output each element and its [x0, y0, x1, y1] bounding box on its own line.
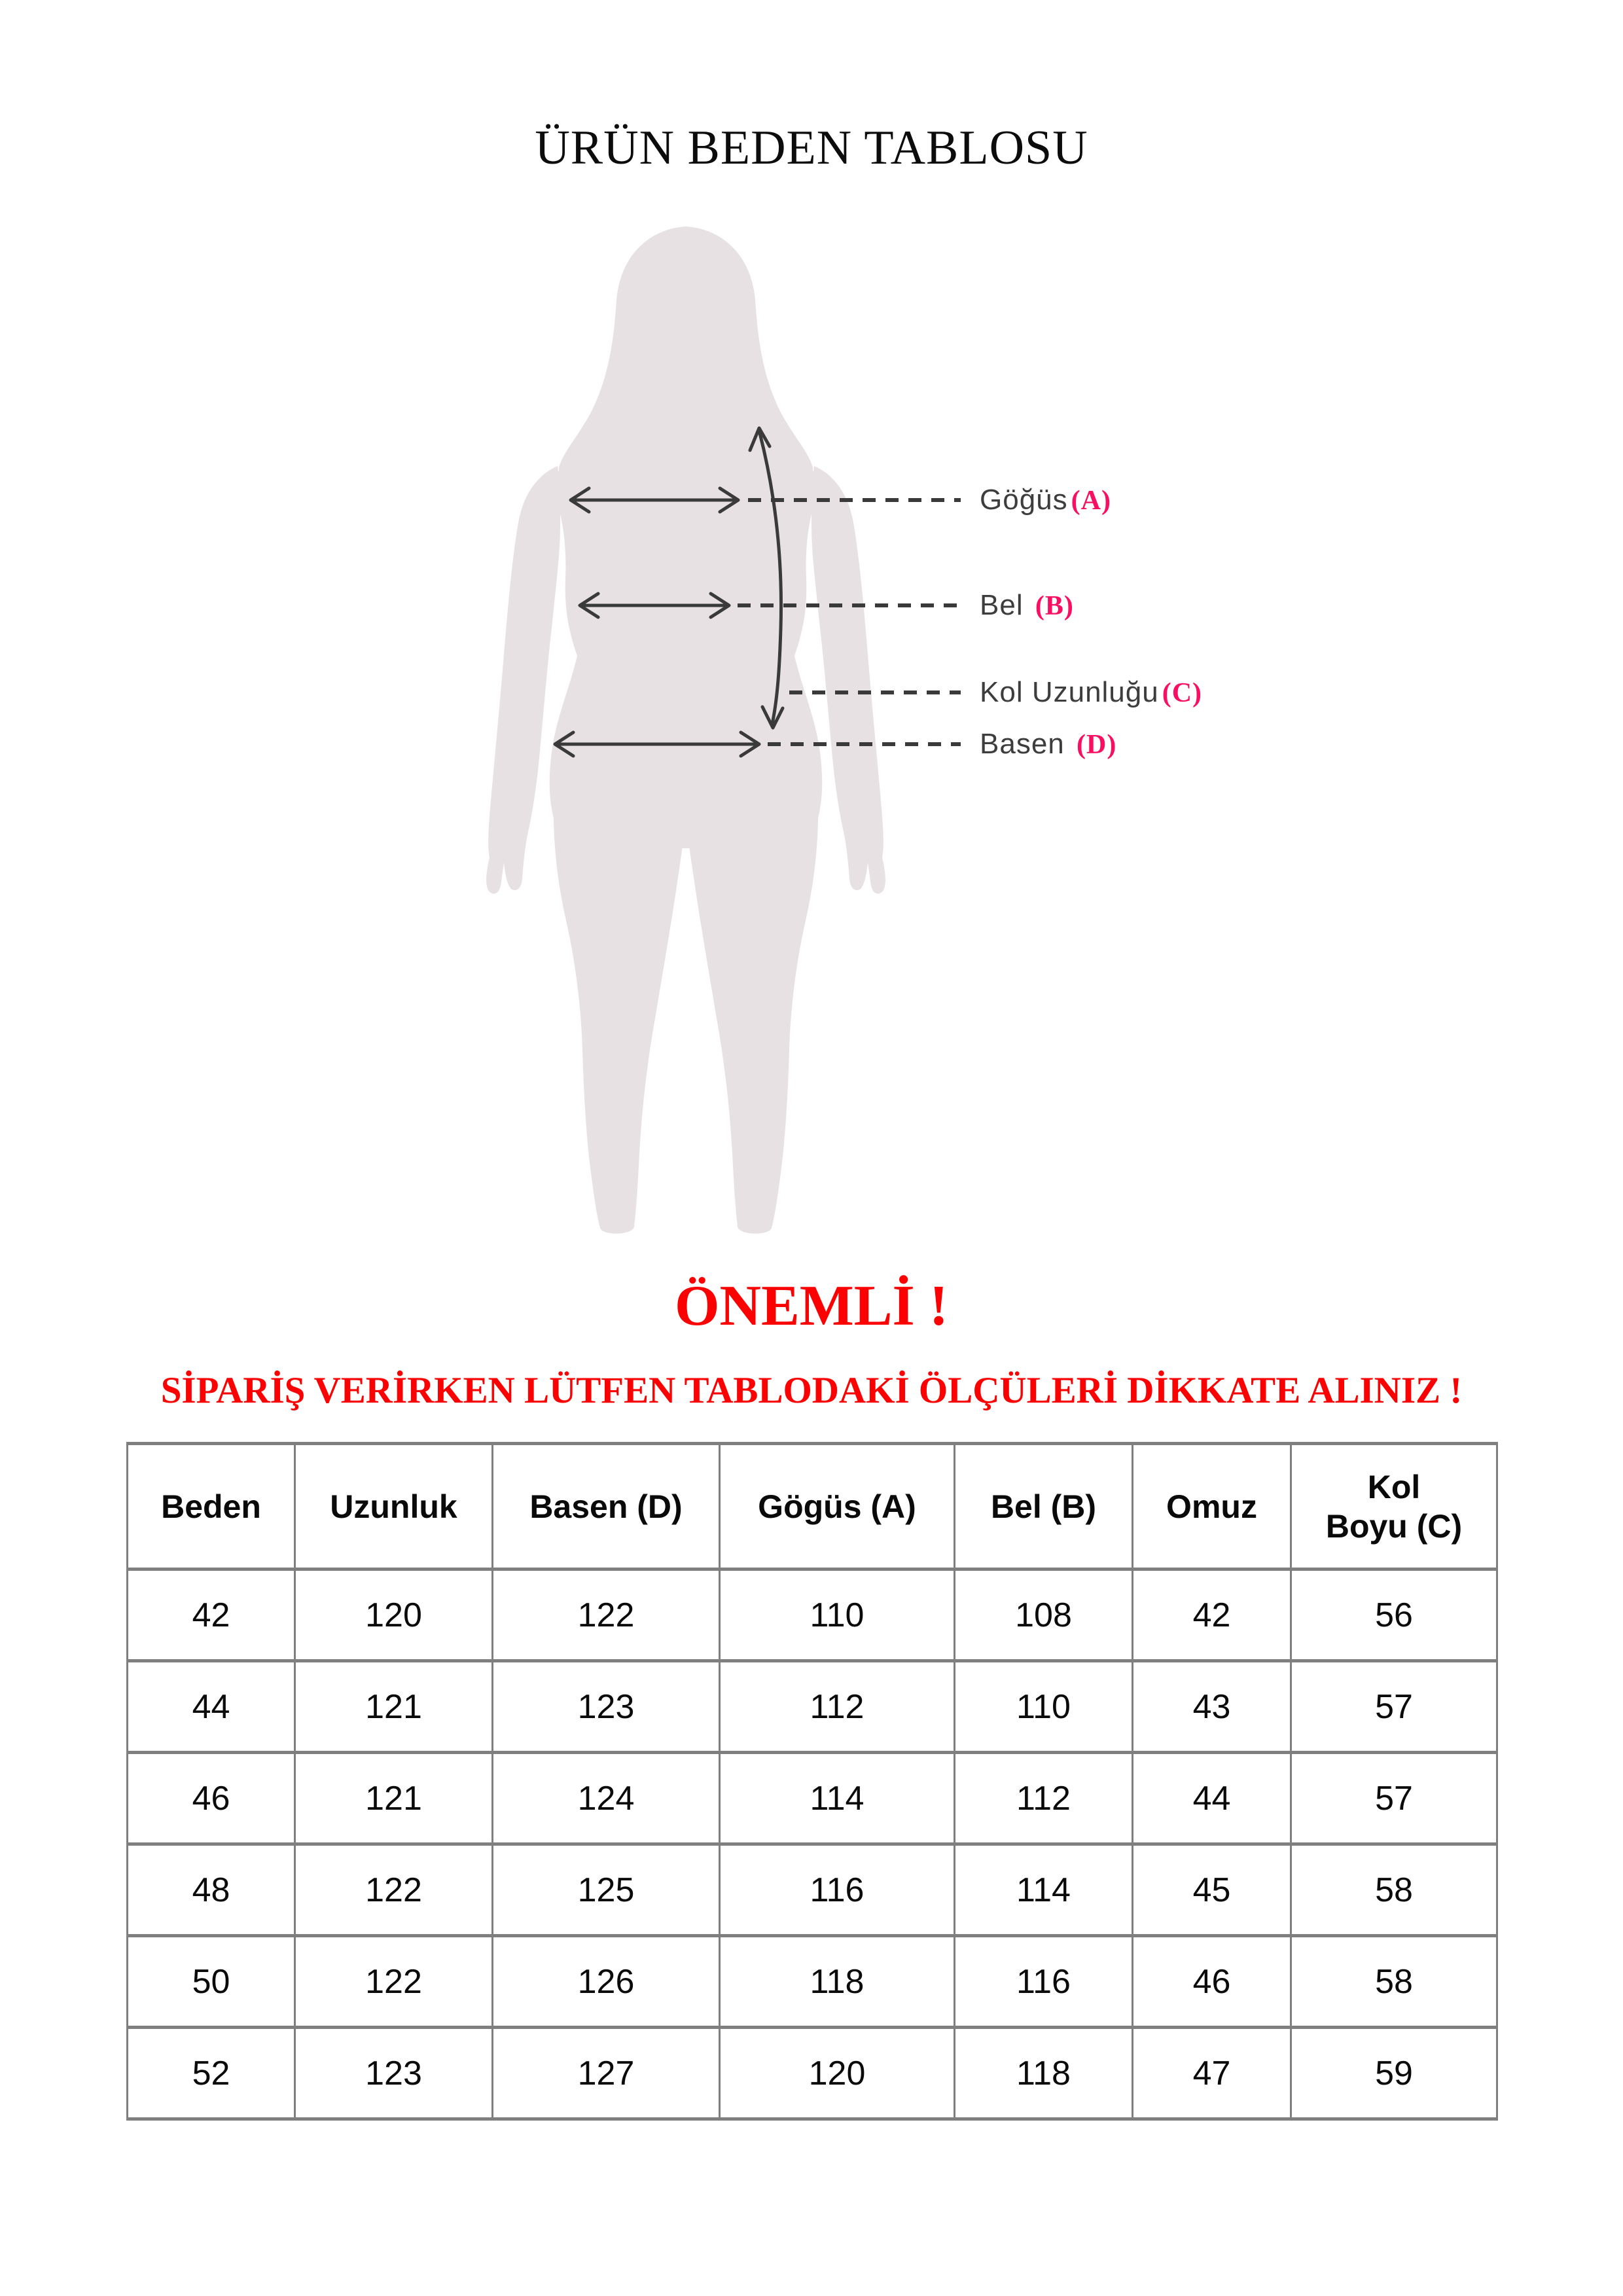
size-cell: 122 — [295, 1844, 493, 1936]
size-cell: 122 — [295, 1936, 493, 2028]
size-cell: 122 — [493, 1570, 720, 1661]
hip-letter: (D) — [1077, 730, 1117, 760]
hip-label — [980, 726, 1116, 762]
size-cell: 114 — [720, 1753, 955, 1844]
page-title: ÜRÜN BEDEN TABLOSU — [535, 121, 1088, 175]
chest-letter: (A) — [1071, 486, 1111, 516]
size-cell: 116 — [955, 1936, 1133, 2028]
silhouette-right-arm — [812, 466, 885, 893]
size-table — [126, 1442, 1498, 2121]
size-cell: 58 — [1291, 1844, 1497, 1936]
size-cell: 125 — [493, 1844, 720, 1936]
waist-label — [980, 588, 1074, 624]
size-cell: 57 — [1291, 1753, 1497, 1844]
size-cell: 123 — [493, 1661, 720, 1753]
size-cell: 126 — [493, 1936, 720, 2028]
table-row-size-46 — [128, 1753, 1497, 1844]
silhouette-left-arm — [486, 466, 560, 893]
size-cell: 47 — [1133, 2028, 1291, 2119]
table-row-size-50 — [128, 1936, 1497, 2028]
size-cell: 52 — [128, 2028, 295, 2119]
size-cell: 123 — [295, 2028, 493, 2119]
col-header-6: Kol Boyu (C) — [1291, 1444, 1497, 1570]
body-measurement-diagram — [366, 216, 1027, 1244]
chest-label-text: Göğüs — [980, 484, 1068, 516]
hip-label-text: Basen — [980, 728, 1065, 760]
silhouette-right-leg — [687, 766, 818, 1234]
size-cell: 43 — [1133, 1661, 1291, 1753]
important-heading: ÖNEMLİ ! — [675, 1274, 948, 1338]
waist-label-text: Bel — [980, 589, 1024, 621]
chest-label — [980, 482, 1111, 518]
size-cell: 118 — [955, 2028, 1133, 2119]
size-cell: 121 — [295, 1753, 493, 1844]
size-cell: 56 — [1291, 1570, 1497, 1661]
size-cell: 44 — [128, 1661, 295, 1753]
size-cell: 114 — [955, 1844, 1133, 1936]
arm-length-letter: (C) — [1162, 678, 1203, 708]
arm-length-label — [980, 675, 1202, 711]
size-cell: 112 — [955, 1753, 1133, 1844]
size-cell: 42 — [1133, 1570, 1291, 1661]
silhouette-left-leg — [554, 766, 685, 1234]
arm-length-label-text: Kol Uzunluğu — [980, 676, 1159, 708]
size-cell: 108 — [955, 1570, 1133, 1661]
size-cell: 48 — [128, 1844, 295, 1936]
size-cell: 120 — [295, 1570, 493, 1661]
size-cell: 44 — [1133, 1753, 1291, 1844]
size-table-header-row — [128, 1444, 1497, 1570]
order-warning-text: SİPARİŞ VERİRKEN LÜTFEN TABLODAKİ ÖLÇÜLERİ DİKKATE ALINIZ ! — [160, 1370, 1463, 1411]
size-cell: 110 — [720, 1570, 955, 1661]
size-cell: 42 — [128, 1570, 295, 1661]
col-header-0: Beden — [128, 1444, 295, 1570]
silhouette-head-hair — [559, 226, 813, 474]
table-row-size-52 — [128, 2028, 1497, 2119]
table-row-size-48 — [128, 1844, 1497, 1936]
size-cell: 46 — [128, 1753, 295, 1844]
col-header-4: Bel (B) — [955, 1444, 1133, 1570]
size-cell: 127 — [493, 2028, 720, 2119]
size-cell: 57 — [1291, 1661, 1497, 1753]
size-cell: 110 — [955, 1661, 1133, 1753]
col-header-5: Omuz — [1133, 1444, 1291, 1570]
col-header-2: Basen (D) — [493, 1444, 720, 1570]
waist-letter: (B) — [1035, 591, 1074, 621]
col-header-3: Gögüs (A) — [720, 1444, 955, 1570]
table-row-size-44 — [128, 1661, 1497, 1753]
size-cell: 124 — [493, 1753, 720, 1844]
size-cell: 116 — [720, 1844, 955, 1936]
col-header-1: Uzunluk — [295, 1444, 493, 1570]
size-cell: 59 — [1291, 2028, 1497, 2119]
size-cell: 112 — [720, 1661, 955, 1753]
size-cell: 50 — [128, 1936, 295, 2028]
table-row-size-42 — [128, 1570, 1497, 1661]
size-cell: 118 — [720, 1936, 955, 2028]
size-cell: 45 — [1133, 1844, 1291, 1936]
size-cell: 46 — [1133, 1936, 1291, 2028]
size-cell: 121 — [295, 1661, 493, 1753]
size-cell: 120 — [720, 2028, 955, 2119]
female-silhouette — [486, 226, 885, 1234]
size-cell: 58 — [1291, 1936, 1497, 2028]
